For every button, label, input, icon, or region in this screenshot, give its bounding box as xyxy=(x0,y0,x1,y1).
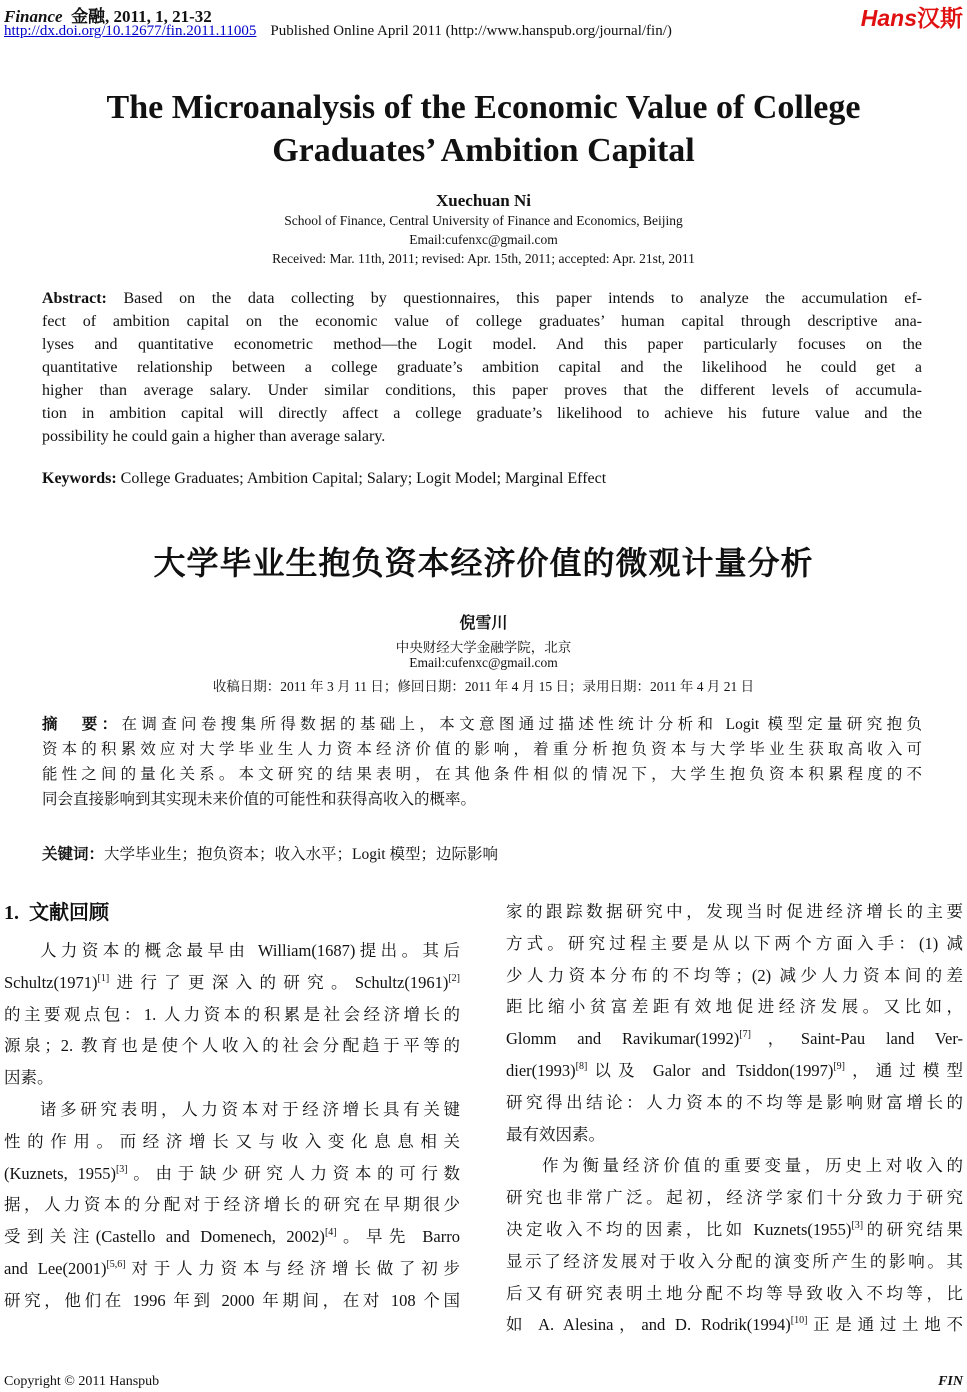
text-line xyxy=(4,935,460,967)
citation-ref: [9] xyxy=(833,1060,845,1072)
text-line xyxy=(506,1055,963,1087)
text-line xyxy=(506,1023,963,1055)
text-run: ，通过模型 xyxy=(845,1060,964,1080)
section-number: 1. xyxy=(4,902,19,924)
keywords-text: College Graduates; Ambition Capital; Salary; Logit Model; Marginal Effect xyxy=(116,470,607,487)
citation-ref: [7] xyxy=(739,1029,751,1041)
section-title: 文献回顾 xyxy=(29,900,109,924)
text-run: 后又有研究表明土地分配不均等导致收入不均等，比 xyxy=(506,1283,963,1303)
text-line xyxy=(506,1182,963,1214)
text-line xyxy=(506,1278,963,1310)
abstract-line xyxy=(42,402,922,425)
cn-abstract-line xyxy=(42,737,922,762)
text-line xyxy=(4,1062,460,1094)
text-line xyxy=(506,960,963,992)
abstract xyxy=(42,287,922,448)
abstract-line xyxy=(42,287,922,310)
text-line xyxy=(4,1221,460,1253)
text-run: 。早先 Barro xyxy=(336,1227,460,1247)
right-column xyxy=(506,896,963,1341)
abstract-label: Abstract: xyxy=(42,290,107,307)
text-run: 以及 Galor and Tsiddon(1997) xyxy=(587,1060,834,1080)
text-run: 少人力资本分布的不均等；(2) 减少人力资本间的差 xyxy=(506,965,963,985)
cn-dates: 收稿日期：2011 年 3 月 11 日；修回日期：2011 年 4 月 15 日；录用日期：2011 年 4 月 21 日 xyxy=(212,679,755,694)
text-run: ，Saint-Pau land Ver- xyxy=(750,1029,964,1049)
abstract-line xyxy=(42,425,922,448)
abstract-text: possibility he could gain a higher than average salary. xyxy=(42,428,386,445)
text-run: 方式。研究过程主要是从以下两个方面入手：(1) 减 xyxy=(506,933,963,953)
abstract-line xyxy=(42,310,922,333)
journal-name: Finance xyxy=(4,7,63,26)
text-line xyxy=(506,1119,963,1151)
text-run: 对于人力资本与经济增长做了初步 xyxy=(125,1258,461,1278)
text-run: 因素。 xyxy=(4,1068,54,1088)
text-run: 正是通过土地不 xyxy=(807,1315,964,1335)
citation-ref: [4] xyxy=(324,1227,337,1239)
hans-logo: Hans汉斯 xyxy=(860,5,963,31)
author-name: Xuechuan Ni xyxy=(436,191,531,210)
left-column xyxy=(4,935,460,1317)
citation-ref: [5,6] xyxy=(106,1258,126,1270)
text-run: 研究得出结论：人力资本的不均等是影响财富增长的 xyxy=(506,1092,963,1112)
text-line xyxy=(506,928,963,960)
abstract-text: lyses and quantitative econometric method—the Logit model. And this paper particularly focuses on the xyxy=(42,336,922,353)
cn-author: 倪雪川 xyxy=(459,613,508,632)
text-line xyxy=(4,1253,460,1285)
text-run: 显示了经济发展对于收入分配的演变所产生的影响。其 xyxy=(506,1251,963,1271)
cn-abstract-text: 在调查问卷搜集所得数据的基础上，本文意图通过描述性统计分析和 Logit 模型定量研究抱负 xyxy=(121,716,922,733)
abstract-text: higher than average salary. Under similar conditions, this paper proves that the different levels of accumula- xyxy=(42,382,922,399)
text-run: 源泉；2. 教育也是使个人收入的社会分配趋于平等的 xyxy=(4,1036,460,1056)
abstract-text: fect of ambition capital on the economic value of college graduates’ human capital through descriptive ana- xyxy=(42,313,922,330)
text-run: 距比缩小贫富差距有效地促进经济发展。又比如， xyxy=(506,997,963,1017)
copyright: Copyright © 2011 Hanspub xyxy=(4,1374,160,1389)
text-run: 的研究结果 xyxy=(863,1219,964,1239)
cn-title: 大学毕业生抱负资本经济价值的微观计量分析 xyxy=(153,544,814,582)
cn-keywords-text: 大学毕业生；抱负资本；收入水平；Logit 模型；边际影响 xyxy=(104,846,498,863)
text-line xyxy=(4,1126,460,1158)
cn-abstract-line xyxy=(42,762,922,787)
text-run: 受到关注(Castello and Domenech, 2002) xyxy=(4,1227,325,1247)
text-run: 研究，他们在 1996 年到 2000 年期间，在对 108 个国 xyxy=(4,1290,460,1310)
abstract-text: Based on the data collecting by questionnaires, this paper intends to analyze the accumulation ef- xyxy=(106,290,922,307)
text-run: 。由于缺少研究人力资本的可行数 xyxy=(127,1163,460,1183)
citation-ref: [2] xyxy=(448,972,460,984)
text-run: and Lee(2001) xyxy=(4,1258,107,1278)
text-run: 进行了更深入的研究。Schultz(1961) xyxy=(109,972,449,992)
email: Email:cufenxc@gmail.com xyxy=(409,232,558,247)
cn-abstract-text: 能性之间的量化关系。本文研究的结果表明，在其他条件相似的情况下，大学生抱负资本积累程度的不 xyxy=(42,766,922,783)
text-line xyxy=(506,991,963,1023)
cn-abstract xyxy=(42,712,922,812)
text-line xyxy=(4,1189,460,1221)
doi-link[interactable]: http://dx.doi.org/10.12677/fin.2011.11005 xyxy=(4,23,257,39)
text-run: 作为衡量经济价值的重要变量，历史上对收入的 xyxy=(542,1156,963,1176)
text-run: 诸多研究表明，人力资本对于经济增长具有关键 xyxy=(40,1099,460,1119)
abstract-text: tion in ambition capital will directly affect a college graduate’s likelihood to achieve his future value and the xyxy=(42,405,922,422)
cn-keywords xyxy=(42,842,498,864)
text-run: 最有效因素。 xyxy=(506,1124,605,1144)
journal-issue: 金融, 2011, 1, 21-32 xyxy=(71,7,212,26)
text-run: dier(1993) xyxy=(506,1060,576,1080)
text-line xyxy=(506,1150,963,1182)
published-online: Published Online April 2011 (http://www.hanspub.org/journal/fin/) xyxy=(270,23,672,39)
paper-title xyxy=(0,86,967,172)
journal-code: FIN xyxy=(938,1374,963,1389)
text-run: 如 A. Alesina，and D. Rodrik(1994) xyxy=(506,1315,791,1335)
cn-email: Email:cufenxc@gmail.com xyxy=(409,655,558,670)
affiliation: School of Finance, Central University of Finance and Economics, Beijing xyxy=(284,213,683,228)
abstract-line xyxy=(42,356,922,379)
cn-abstract-text: 同会直接影响到其实现未来价值的可能性和获得高收入的概率。 xyxy=(42,791,477,808)
text-run: Glomm and Ravikumar(1992) xyxy=(506,1029,740,1049)
abstract-text: quantitative relationship between a college graduate’s ambition capital and the likelihood he could get a xyxy=(42,359,922,376)
citation-ref: [1] xyxy=(97,972,110,984)
cn-keywords-label: 关键词： xyxy=(42,845,105,863)
text-line xyxy=(4,1158,460,1190)
text-line xyxy=(4,967,460,999)
citation-ref: [8] xyxy=(575,1060,588,1072)
dates: Received: Mar. 11th, 2011; revised: Apr. 15th, 2011; accepted: Apr. 21st, 2011 xyxy=(272,251,695,266)
citation-ref: [3] xyxy=(115,1163,128,1175)
cn-affiliation: 中央财经大学金融学院，北京 xyxy=(395,640,572,655)
citation-ref: [10] xyxy=(790,1315,808,1327)
cn-abstract-line xyxy=(42,787,922,812)
abstract-line xyxy=(42,333,922,356)
text-run: 人力资本的概念最早由 William(1687)提出。其后 xyxy=(40,941,460,960)
text-line xyxy=(4,1094,460,1126)
cn-abstract-line xyxy=(42,712,922,737)
text-line xyxy=(506,896,963,928)
text-line xyxy=(506,1246,963,1278)
cn-abstract-text: 资本的积累效应对大学毕业生人力资本经济价值的影响，着重分析抱负资本与大学毕业生获取高收入可 xyxy=(42,741,922,758)
keywords-label: Keywords: xyxy=(42,470,117,487)
text-run: 的主要观点包：1. 人力资本的积累是社会经济增长的 xyxy=(4,1004,460,1024)
text-line xyxy=(506,1087,963,1119)
section-heading xyxy=(4,896,109,925)
publication-line xyxy=(4,23,672,40)
text-line xyxy=(506,1309,963,1341)
title-line: The Microanalysis of the Economic Value of College xyxy=(106,89,861,126)
text-run: Schultz(1971) xyxy=(4,972,98,992)
text-run: 据，人力资本的分配对于经济增长的研究在早期很少 xyxy=(4,1195,460,1215)
keywords xyxy=(42,470,606,488)
title-line: Graduates’ Ambition Capital xyxy=(272,132,695,169)
text-line xyxy=(506,1214,963,1246)
text-run: 家的跟踪数据研究中，发现当时促进经济增长的主要 xyxy=(506,902,963,921)
text-line xyxy=(4,1285,460,1317)
text-line xyxy=(4,1030,460,1062)
cn-abstract-label: 摘 要： xyxy=(42,715,122,733)
text-run: (Kuznets, 1955) xyxy=(4,1163,116,1183)
text-run: 决定收入不均的因素，比如 Kuznets(1955) xyxy=(506,1219,852,1239)
text-run: 研究也非常广泛。起初，经济学家们十分致力于研究 xyxy=(506,1188,963,1208)
abstract-line xyxy=(42,379,922,402)
text-run: 性的作用。而经济增长又与收入变化息息相关 xyxy=(4,1131,460,1151)
citation-ref: [3] xyxy=(851,1219,864,1231)
text-line xyxy=(4,999,460,1031)
